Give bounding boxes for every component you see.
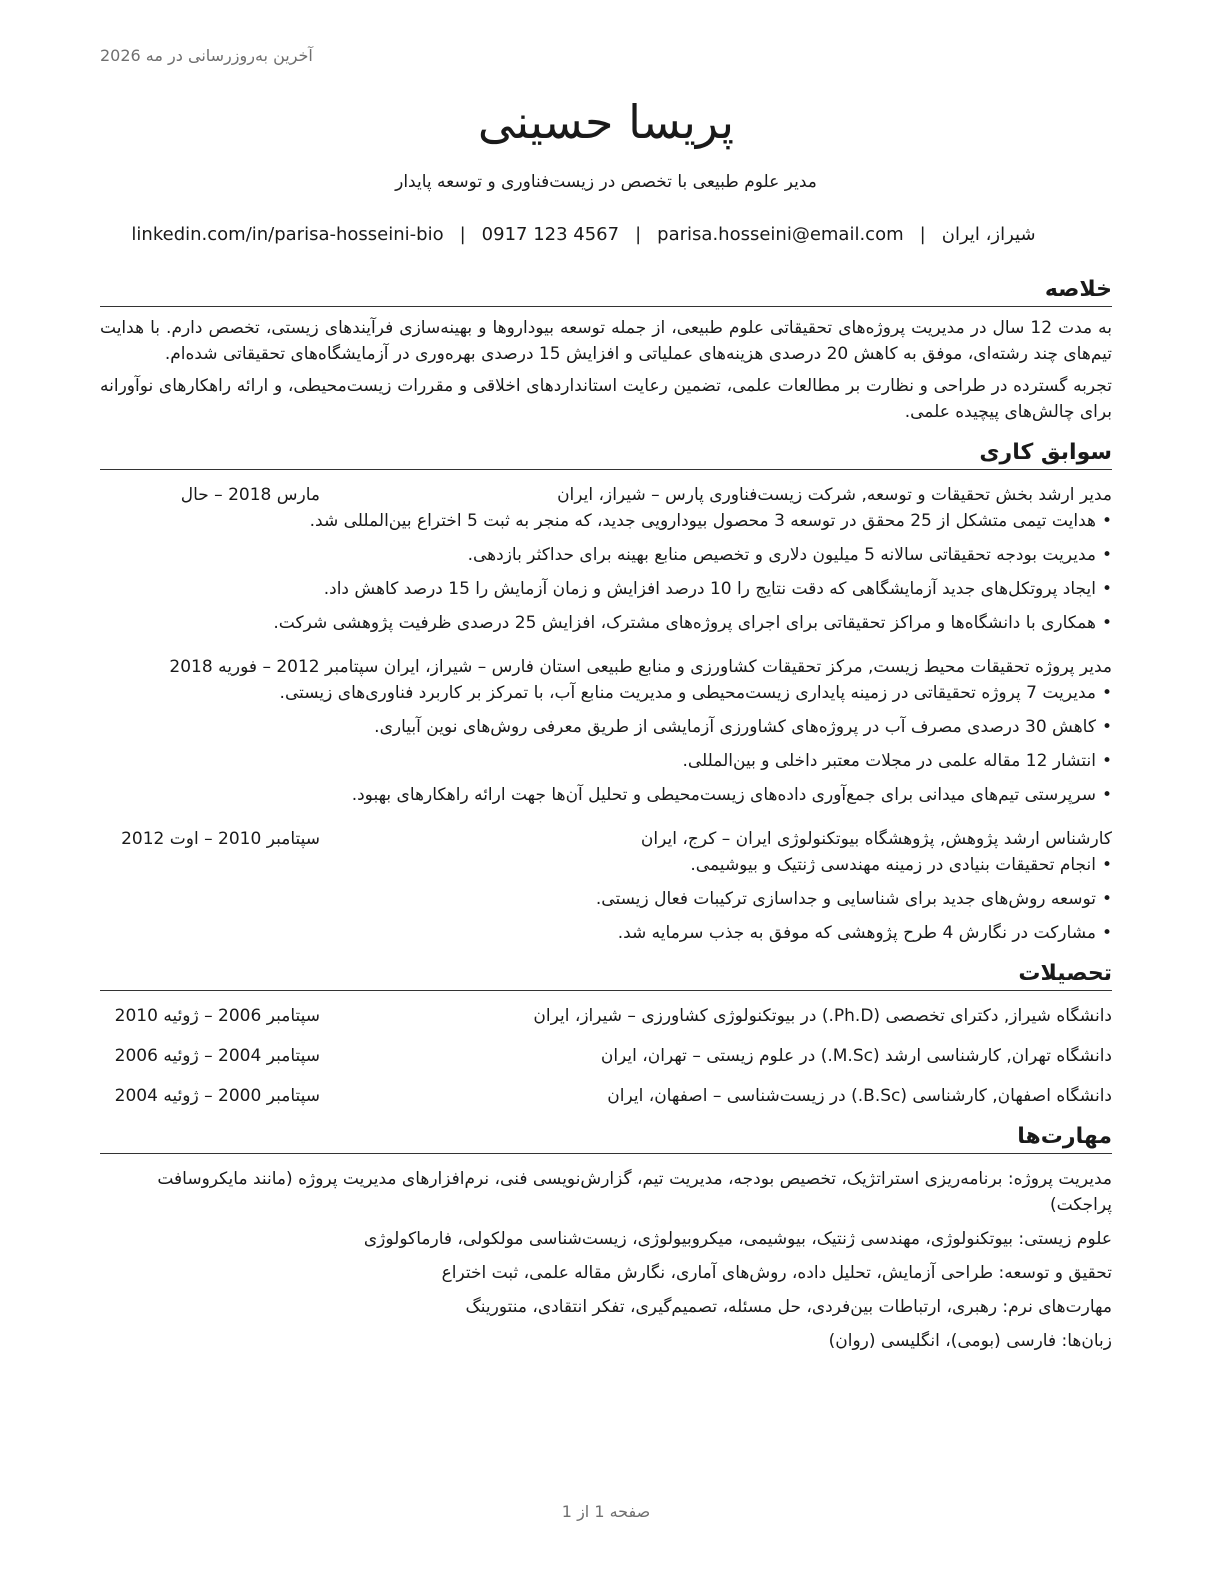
job-header — [100, 826, 1112, 852]
contact-separator: | — [635, 224, 642, 245]
contact-separator: | — [459, 224, 466, 245]
job-bullet: • مدیریت بودجه تحقیقاتی سالانه 5 میلیون دلاری و تخصیص منابع بهینه برای حداکثر بازدهی. — [100, 542, 1112, 568]
summary-paragraph: به مدت 12 سال در مدیریت پروژه‌های تحقیقاتی علوم طبیعی، از جمله توسعه بیوداروها و بهینه‌سازی فرآیندهای زیستی، تخصص دارم. با هدایت تیم‌های چند رشته‌ای، موفق به کاهش 20 درصدی هزینه‌های عملیاتی و افزایش 15 درصدی بهره‌وری در آزمایشگاه‌های تحقیقاتی شده‌ام. — [100, 318, 1112, 364]
skill-line: مهارت‌های نرم: رهبری، ارتباطات بین‌فردی، حل مسئله، تصمیم‌گیری، تفکر انتقادی، منتورینگ — [465, 1297, 1112, 1317]
job-bullet: • توسعه روش‌های جدید برای شناسایی و جداسازی ترکیبات فعال زیستی. — [100, 886, 1112, 912]
education-dates: سپتامبر 2000 – ژوئیه 2004 — [114, 1086, 320, 1106]
contact-line — [100, 224, 1067, 245]
job-title: مدیر ارشد بخش تحقیقات و توسعه, شرکت زیست‌فناوری پارس – شیراز، ایران — [557, 485, 1112, 505]
job-bullet: • سرپرستی تیم‌های میدانی برای جمع‌آوری داده‌های زیست‌محیطی و تحلیل آن‌ها جهت ارائه راهکارهای بهبود. — [100, 782, 1112, 808]
page-number: صفحه 1 از 1 — [561, 1502, 651, 1521]
skill-line: مدیریت پروژه: برنامه‌ریزی استراتژیک، تخصیص بودجه، مدیریت تیم، گزارش‌نویسی فنی، نرم‌افزارهای مدیریت پروژه (مانند مایکروسافت پراجکت) — [157, 1169, 1112, 1215]
summary-section — [100, 276, 1112, 425]
candidate-name: پریسا حسینی — [477, 95, 735, 149]
education-entry — [100, 1003, 1112, 1029]
job-entry — [100, 826, 1112, 946]
contact-linkedin-link[interactable]: linkedin.com/in/parisa-hosseini-bio — [131, 224, 444, 245]
job-bullets — [100, 680, 1112, 808]
job-dates: مارس 2018 – حال — [180, 485, 320, 505]
education-entry — [100, 1083, 1112, 1109]
contact-phone: 0917 123 4567 — [481, 224, 620, 245]
skills-list — [100, 1166, 1112, 1354]
job-entry — [100, 654, 1112, 808]
job-bullet: • انتشار 12 مقاله علمی در مجلات معتبر داخلی و بین‌المللی. — [100, 748, 1112, 774]
education-degree: دانشگاه تهران, کارشناسی ارشد (M.Sc.) در علوم زیستی – تهران، ایران — [600, 1046, 1112, 1066]
education-degree: دانشگاه اصفهان, کارشناسی (B.Sc.) در زیست‌شناسی – اصفهان، ایران — [607, 1086, 1112, 1106]
summary-paragraph: تجربه گسترده در طراحی و نظارت بر مطالعات علمی، تضمین رعایت استانداردهای اخلاقی و مقررات زیست‌محیطی، و ارائه راهکارهای نوآورانه برای چالش‌های پیچیده علمی. — [100, 376, 1112, 422]
skills-section — [100, 1123, 1112, 1354]
contact-location: شیراز، ایران — [941, 224, 1036, 245]
job-entry — [100, 482, 1112, 636]
job-bullet: • همکاری با دانشگاه‌ها و مراکز تحقیقاتی برای اجرای پروژه‌های مشترک، افزایش 25 درصدی ظرفیت پژوهشی شرکت. — [100, 610, 1112, 636]
job-bullet: • مشارکت در نگارش 4 طرح پژوهشی که موفق به جذب سرمایه شد. — [100, 920, 1112, 946]
job-dates: سپتامبر 2010 – اوت 2012 — [121, 829, 320, 849]
last-updated-note: آخرین به‌روزرسانی در مه 2026 — [100, 46, 313, 65]
job-title: مدیر پروژه تحقیقات محیط زیست, مرکز تحقیقات کشاورزی و منابع طبیعی استان فارس – شیراز، ایران سپتامبر 2012 – فوریه 2018 — [169, 657, 1112, 677]
job-bullet: • ایجاد پروتکل‌های جدید آزمایشگاهی که دقت نتایج را 10 درصد افزایش و زمان آزمایش را 15 درصد کاهش داد. — [100, 576, 1112, 602]
job-bullet: • انجام تحقیقات بنیادی در زمینه مهندسی ژنتیک و بیوشیمی. — [100, 852, 1112, 878]
education-heading: تحصیلات — [100, 960, 1112, 991]
job-header — [100, 654, 1112, 680]
experience-section — [100, 439, 1112, 946]
education-dates: سپتامبر 2006 – ژوئیه 2010 — [114, 1006, 320, 1026]
job-bullets — [100, 508, 1112, 636]
skill-line: تحقیق و توسعه: طراحی آزمایش، تحلیل داده، روش‌های آماری، نگارش مقاله علمی، ثبت اختراع — [441, 1263, 1112, 1283]
summary-heading: خلاصه — [100, 276, 1112, 307]
job-bullet: • مدیریت 7 پروژه تحقیقاتی در زمینه پایداری زیست‌محیطی و مدیریت منابع آب، با تمرکز بر کاربرد فناوری‌های زیستی. — [100, 680, 1112, 706]
job-header — [100, 482, 1112, 508]
resume-page — [100, 0, 1112, 1584]
job-bullets — [100, 852, 1112, 946]
candidate-tagline: مدیر علوم طبیعی با تخصص در زیست‌فناوری و توسعه پایدار — [395, 172, 817, 192]
education-entry — [100, 1043, 1112, 1069]
education-degree: دانشگاه شیراز, دکترای تخصصی (Ph.D.) در بیوتکنولوژی کشاورزی – شیراز، ایران — [533, 1006, 1112, 1026]
skill-line: علوم زیستی: بیوتکنولوژی، مهندسی ژنتیک، بیوشیمی، میکروبیولوژی، زیست‌شناسی مولکولی، فارماکولوژی — [363, 1229, 1112, 1249]
education-section — [100, 960, 1112, 1109]
job-bullet: • کاهش 30 درصدی مصرف آب در پروژه‌های کشاورزی آزمایشی از طریق معرفی روش‌های نوین آبیاری. — [100, 714, 1112, 740]
skill-line: زبان‌ها: فارسی (بومی)، انگلیسی (روان) — [828, 1331, 1112, 1351]
contact-email-link[interactable]: parisa.hosseini@email.com — [657, 224, 904, 245]
skills-heading: مهارت‌ها — [100, 1123, 1112, 1154]
job-bullet: • هدایت تیمی متشکل از 25 محقق در توسعه 3 محصول بیودارویی جدید، که منجر به ثبت 5 اختراع بین‌المللی شد. — [100, 508, 1112, 534]
experience-heading: سوابق کاری — [100, 439, 1112, 470]
resume-body — [100, 276, 1112, 1354]
education-dates: سپتامبر 2004 – ژوئیه 2006 — [114, 1046, 320, 1066]
contact-separator: | — [919, 224, 926, 245]
job-title: کارشناس ارشد پژوهش, پژوهشگاه بیوتکنولوژی ایران – کرج، ایران — [640, 829, 1112, 849]
